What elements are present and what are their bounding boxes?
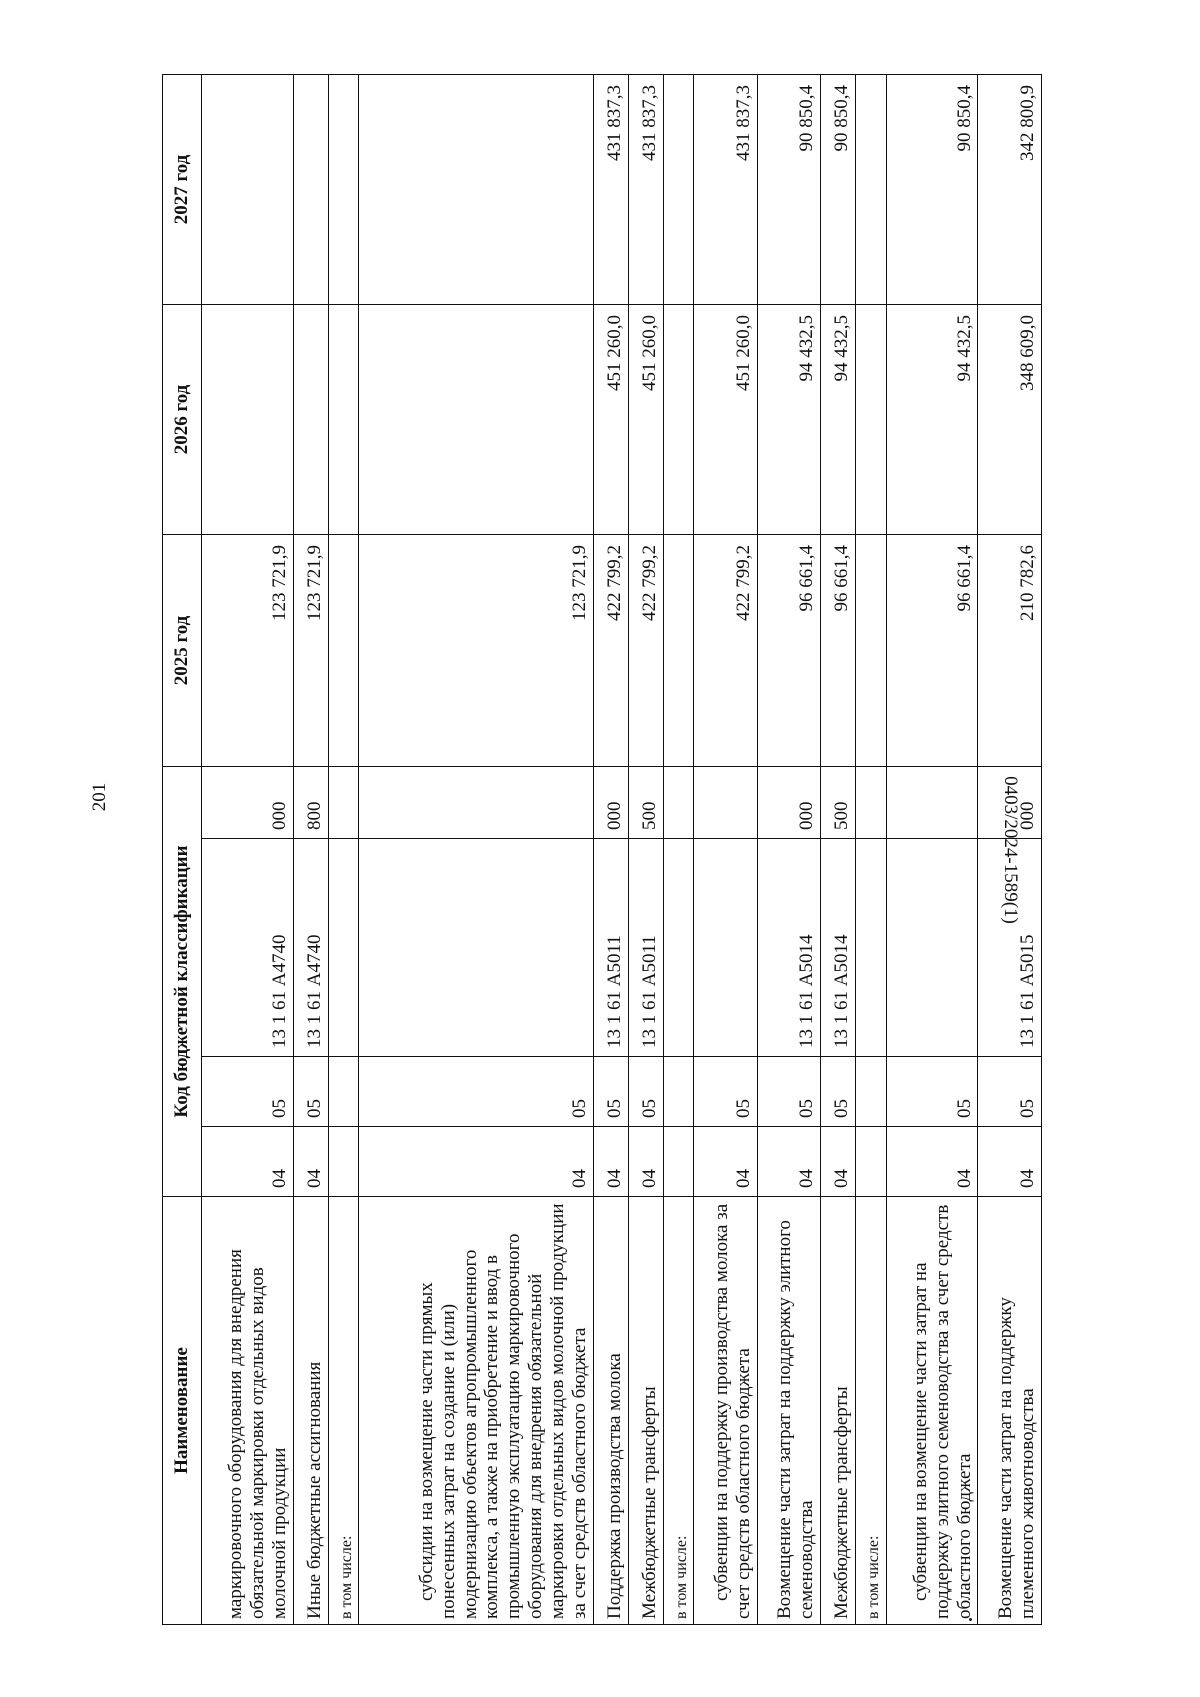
code-subsection: 05 <box>757 1057 820 1127</box>
code-target-article <box>663 839 693 1057</box>
code-section: 04 <box>886 1127 978 1197</box>
code-subsection: 05 <box>628 1057 663 1127</box>
value-2026 <box>202 304 294 534</box>
table-row <box>293 74 328 1624</box>
value-2026: 348 609,0 <box>978 304 1042 534</box>
value-2026: 451 260,0 <box>628 304 663 534</box>
value-2027: 431 837,3 <box>593 74 628 304</box>
row-name: Поддержка производства молока <box>593 1197 628 1625</box>
code-subsection: 05 <box>821 1057 856 1127</box>
code-target-article <box>856 839 886 1057</box>
value-2025: 422 799,2 <box>694 534 757 766</box>
code-target-article <box>328 839 358 1057</box>
code-target-article <box>886 839 978 1057</box>
header-code: Код бюджетной классификации <box>163 766 202 1196</box>
code-target-article: 13 1 61 А4740 <box>202 839 294 1057</box>
table-row <box>359 74 593 1624</box>
row-name: Возмещение части затрат на поддержку племенного животноводства <box>978 1197 1042 1625</box>
code-expense-type <box>886 766 978 838</box>
value-2026 <box>359 304 593 534</box>
value-2025 <box>328 534 358 766</box>
value-2027 <box>663 74 693 304</box>
value-2025: 123 721,9 <box>293 534 328 766</box>
code-target-article: 13 1 61 А5014 <box>757 839 820 1057</box>
code-section: 04 <box>694 1127 757 1197</box>
table-row <box>886 74 978 1624</box>
value-2025: 422 799,2 <box>628 534 663 766</box>
code-target-article: 13 1 61 А4740 <box>293 839 328 1057</box>
code-section: 04 <box>202 1127 294 1197</box>
table-row <box>978 74 1042 1624</box>
code-expense-type <box>359 766 593 838</box>
table-row <box>328 74 358 1624</box>
row-name: субвенции на поддержку производства молока за счет средств областного бюджета <box>694 1197 757 1625</box>
value-2027 <box>293 74 328 304</box>
code-subsection: 05 <box>359 1057 593 1127</box>
value-2027 <box>856 74 886 304</box>
code-target-article: 13 1 61 А5014 <box>821 839 856 1057</box>
code-subsection <box>328 1057 358 1127</box>
value-2025: 422 799,2 <box>593 534 628 766</box>
page-number: 201 <box>89 782 110 812</box>
value-2027: 90 850,4 <box>821 74 856 304</box>
code-expense-type: 000 <box>202 766 294 838</box>
code-target-article: 13 1 61 А5011 <box>593 839 628 1057</box>
code-subsection: 05 <box>293 1057 328 1127</box>
code-expense-type: 000 <box>978 766 1042 838</box>
value-2027 <box>202 74 294 304</box>
code-section: 04 <box>628 1127 663 1197</box>
code-subsection <box>856 1057 886 1127</box>
table-row <box>593 74 628 1624</box>
table-row <box>757 74 820 1624</box>
value-2025: 96 661,4 <box>821 534 856 766</box>
code-target-article: 13 1 61 А5011 <box>628 839 663 1057</box>
code-subsection: 05 <box>978 1057 1042 1127</box>
value-2026: 451 260,0 <box>694 304 757 534</box>
value-2025: 210 782,6 <box>978 534 1042 766</box>
code-subsection: 05 <box>886 1057 978 1127</box>
header-2027: 2027 год <box>163 74 202 304</box>
row-name: маркировочного оборудования для внедрения обязательной маркировки отдельных видов молочной продукции <box>202 1197 294 1625</box>
code-subsection: 05 <box>593 1057 628 1127</box>
header-name: Наименование <box>163 1197 202 1625</box>
value-2027: 431 837,3 <box>628 74 663 304</box>
value-2025 <box>663 534 693 766</box>
table-row <box>821 74 856 1624</box>
code-expense-type: 500 <box>821 766 856 838</box>
value-2026 <box>328 304 358 534</box>
value-2026: 94 432,5 <box>886 304 978 534</box>
row-name: Межбюджетные трансферты <box>628 1197 663 1625</box>
row-name: Возмещение части затрат на поддержку элитного семеноводства <box>757 1197 820 1625</box>
value-2027: 342 800,9 <box>978 74 1042 304</box>
table-row <box>628 74 663 1624</box>
code-expense-type <box>328 766 358 838</box>
header-2025: 2025 год <box>163 534 202 766</box>
table-row <box>663 74 693 1624</box>
code-target-article: 13 1 61 А5015 <box>978 839 1042 1057</box>
value-2026 <box>663 304 693 534</box>
row-name: субвенции на возмещение части затрат на поддержку элитного семеноводства за счет средств областного бюджета <box>886 1197 978 1625</box>
row-name: в том числе: <box>663 1197 693 1625</box>
code-expense-type: 800 <box>293 766 328 838</box>
code-section <box>663 1127 693 1197</box>
value-2026: 451 260,0 <box>593 304 628 534</box>
code-section: 04 <box>757 1127 820 1197</box>
table-row <box>856 74 886 1624</box>
document-code: 0403/2024-1589(1) <box>1000 776 1021 924</box>
value-2027: 90 850,4 <box>757 74 820 304</box>
row-name: в том числе: <box>856 1197 886 1625</box>
code-section: 04 <box>359 1127 593 1197</box>
table-row <box>694 74 757 1624</box>
header-2026: 2026 год <box>163 304 202 534</box>
code-expense-type: 000 <box>757 766 820 838</box>
value-2026 <box>856 304 886 534</box>
code-expense-type: 500 <box>628 766 663 838</box>
value-2027 <box>328 74 358 304</box>
code-target-article <box>694 839 757 1057</box>
code-expense-type <box>856 766 886 838</box>
code-expense-type <box>694 766 757 838</box>
value-2027: 90 850,4 <box>886 74 978 304</box>
value-2025: 96 661,4 <box>886 534 978 766</box>
row-name: Иные бюджетные ассигнования <box>293 1197 328 1625</box>
code-subsection: 05 <box>202 1057 294 1127</box>
code-section <box>328 1127 358 1197</box>
code-subsection: 05 <box>694 1057 757 1127</box>
value-2025: 123 721,9 <box>202 534 294 766</box>
row-name: в том числе: <box>328 1197 358 1625</box>
table-row <box>202 74 294 1624</box>
code-section: 04 <box>593 1127 628 1197</box>
row-name: субсидии на возмещение части прямых понесенных затрат на создание и (или) модернизацию объектов агропромышленного комплекса, а также на приобретение и ввод в промышленную эксплуатацию маркировочного оборудования для внедрения обязательной маркировки отдельных видов молочной продукции за счет средств областного бюджета <box>359 1197 593 1625</box>
budget-table-rotated <box>162 75 1042 1625</box>
value-2026: 94 432,5 <box>821 304 856 534</box>
code-target-article <box>359 839 593 1057</box>
code-section: 04 <box>293 1127 328 1197</box>
row-name: Межбюджетные трансферты <box>821 1197 856 1625</box>
table-header-row <box>163 74 202 1624</box>
value-2025: 123 721,9 <box>359 534 593 766</box>
value-2027 <box>359 74 593 304</box>
code-expense-type <box>663 766 693 838</box>
value-2026 <box>293 304 328 534</box>
value-2026: 94 432,5 <box>757 304 820 534</box>
code-section: 04 <box>978 1127 1042 1197</box>
value-2027: 431 837,3 <box>694 74 757 304</box>
code-section: 04 <box>821 1127 856 1197</box>
value-2025: 96 661,4 <box>757 534 820 766</box>
budget-table <box>162 74 1042 1625</box>
value-2025 <box>856 534 886 766</box>
code-section <box>856 1127 886 1197</box>
code-subsection <box>663 1057 693 1127</box>
code-expense-type: 000 <box>593 766 628 838</box>
